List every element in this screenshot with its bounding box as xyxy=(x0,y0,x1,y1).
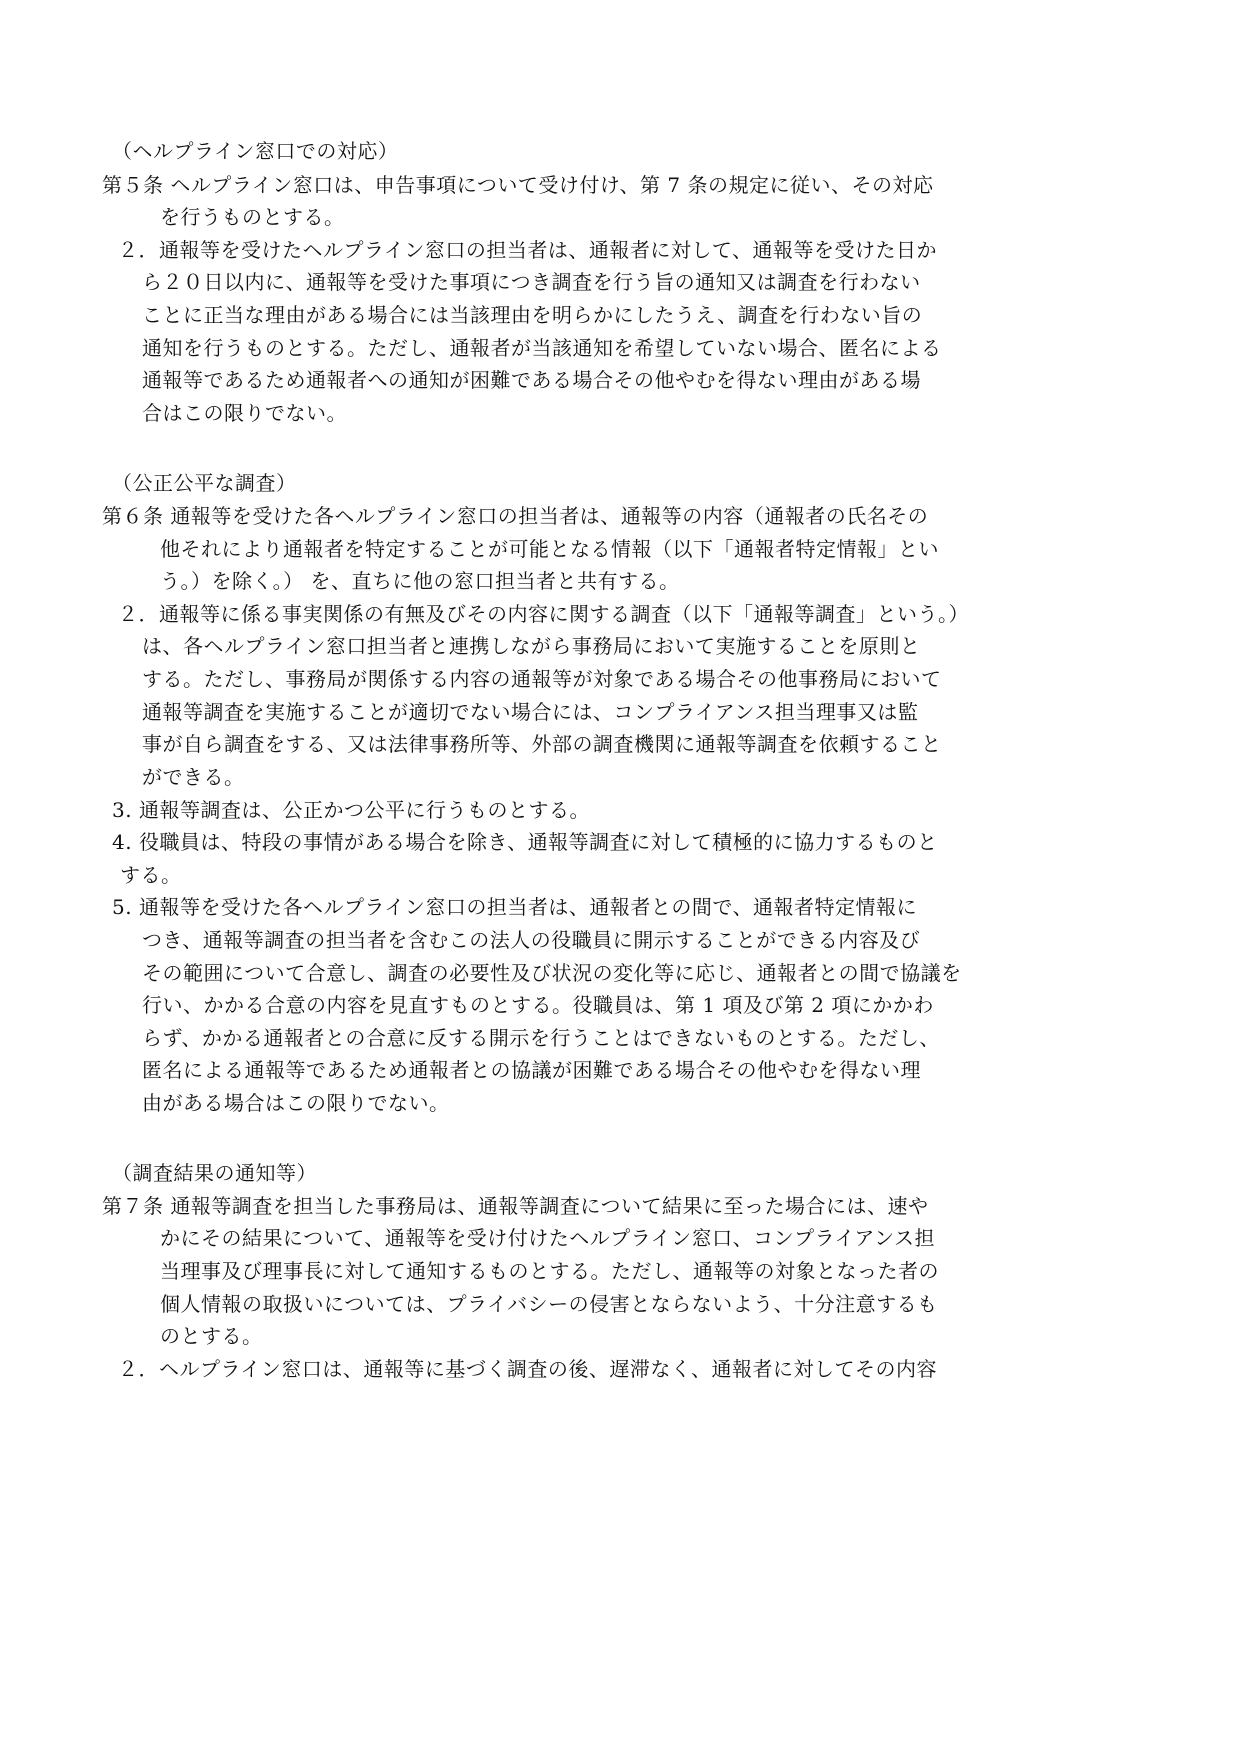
section-heading: （公正公平な調査） xyxy=(112,471,297,495)
article-line: 4. 役職員は、特段の事情がある場合を除き、通報等調査に対して積極的に協力するものと xyxy=(112,830,938,854)
article-line: する。 xyxy=(120,863,182,887)
article-line: 通報等調査を実施することが適切でない場合には、コンプライアンス担当理事又は監 xyxy=(142,700,919,724)
article-line: 由がある場合はこの限りでない。 xyxy=(142,1091,450,1115)
article-line: 第６条 通報等を受けた各ヘルプライン窓口の担当者は、通報等の内容（通報者の氏名その xyxy=(102,504,929,528)
article-line: 行い、かかる合意の内容を見直すものとする。役職員は、第 1 項及び第 2 項にかかわ xyxy=(142,993,934,1017)
article-line: 当理事及び理事長に対して通知するものとする。ただし、通報等の対象となった者の xyxy=(160,1259,939,1283)
article-line: ２．通報等に係る事実関係の有無及びその内容に関する調査（以下「通報等調査」という。） xyxy=(118,602,969,626)
section-heading: （調査結果の通知等） xyxy=(112,1161,317,1185)
article-line: つき、通報等調査の担当者を含むこの法人の役職員に開示することができる内容及び xyxy=(142,928,921,952)
article-line: ことに正当な理由がある場合には当該理由を明らかにしたうえ、調査を行わない旨の xyxy=(142,303,923,327)
article-line: ができる。 xyxy=(142,765,245,789)
article-line: 合はこの限りでない。 xyxy=(142,401,347,425)
article-line: 第７条 通報等調査を担当した事務局は、通報等調査について結果に至った場合には、速や xyxy=(102,1194,929,1218)
article-line: らず、かかる通報者との合意に反する開示を行うことはできないものとする。ただし、 xyxy=(142,1026,940,1050)
article-line: 通報等であるため通報者への通知が困難である場合その他やむを得ない理由がある場 xyxy=(142,368,921,392)
article-line: する。ただし、事務局が関係する内容の通報等が対象である場合その他事務局において xyxy=(142,667,942,691)
article-line: 匿名による通報等であるため通報者との協議が困難である場合その他やむを得ない理 xyxy=(142,1058,921,1082)
article-line: ら２０日以内に、通報等を受けた事項につき調査を行う旨の通知又は調査を行わない xyxy=(142,270,921,294)
article-line: ２．通報等を受けたヘルプライン窓口の担当者は、通報者に対して、通報等を受けた日か xyxy=(118,238,937,262)
article-line: 個人情報の取扱いについては、プライバシーの侵害とならないよう、十分注意するも xyxy=(160,1292,938,1316)
article-line: かにその結果について、通報等を受け付けたヘルプライン窓口、コンプライアンス担 xyxy=(160,1226,935,1250)
article-line: を行うものとする。 xyxy=(160,205,345,229)
article-line: 通知を行うものとする。ただし、通報者が当該通知を希望していない場合、匿名による xyxy=(142,336,942,360)
article-line: は、各ヘルプライン窓口担当者と連携しながら事務局において実施することを原則と xyxy=(142,634,921,658)
article-line: 5. 通報等を受けた各ヘルプライン窓口の担当者は、通報者との間で、通報者特定情報に xyxy=(112,895,917,919)
article-line: 他それにより通報者を特定することが可能となる情報（以下「通報者特定情報」とい xyxy=(160,537,939,561)
article-line: う。）を除く。） を、直ちに他の窓口担当者と共有する。 xyxy=(160,569,680,593)
article-line: 事が自ら調査をする、又は法律事務所等、外部の調査機関に通報等調査を依頼すること xyxy=(142,732,942,756)
article-line: のとする。 xyxy=(160,1324,263,1348)
article-line: 第５条 ヘルプライン窓口は、申告事項について受け付け、第 7 条の規定に従い、その対応 xyxy=(102,173,934,197)
article-line: その範囲について合意し、調査の必要性及び状況の変化等に応じ、通報者との間で協議を xyxy=(142,961,962,985)
article-line: ２．ヘルプライン窓口は、通報等に基づく調査の後、遅滞なく、通報者に対してその内容 xyxy=(118,1357,937,1381)
section-heading: （ヘルプライン窓口での対応） xyxy=(112,139,399,163)
article-line: 3. 通報等調査は、公正かつ公平に行うものとする。 xyxy=(112,798,590,822)
